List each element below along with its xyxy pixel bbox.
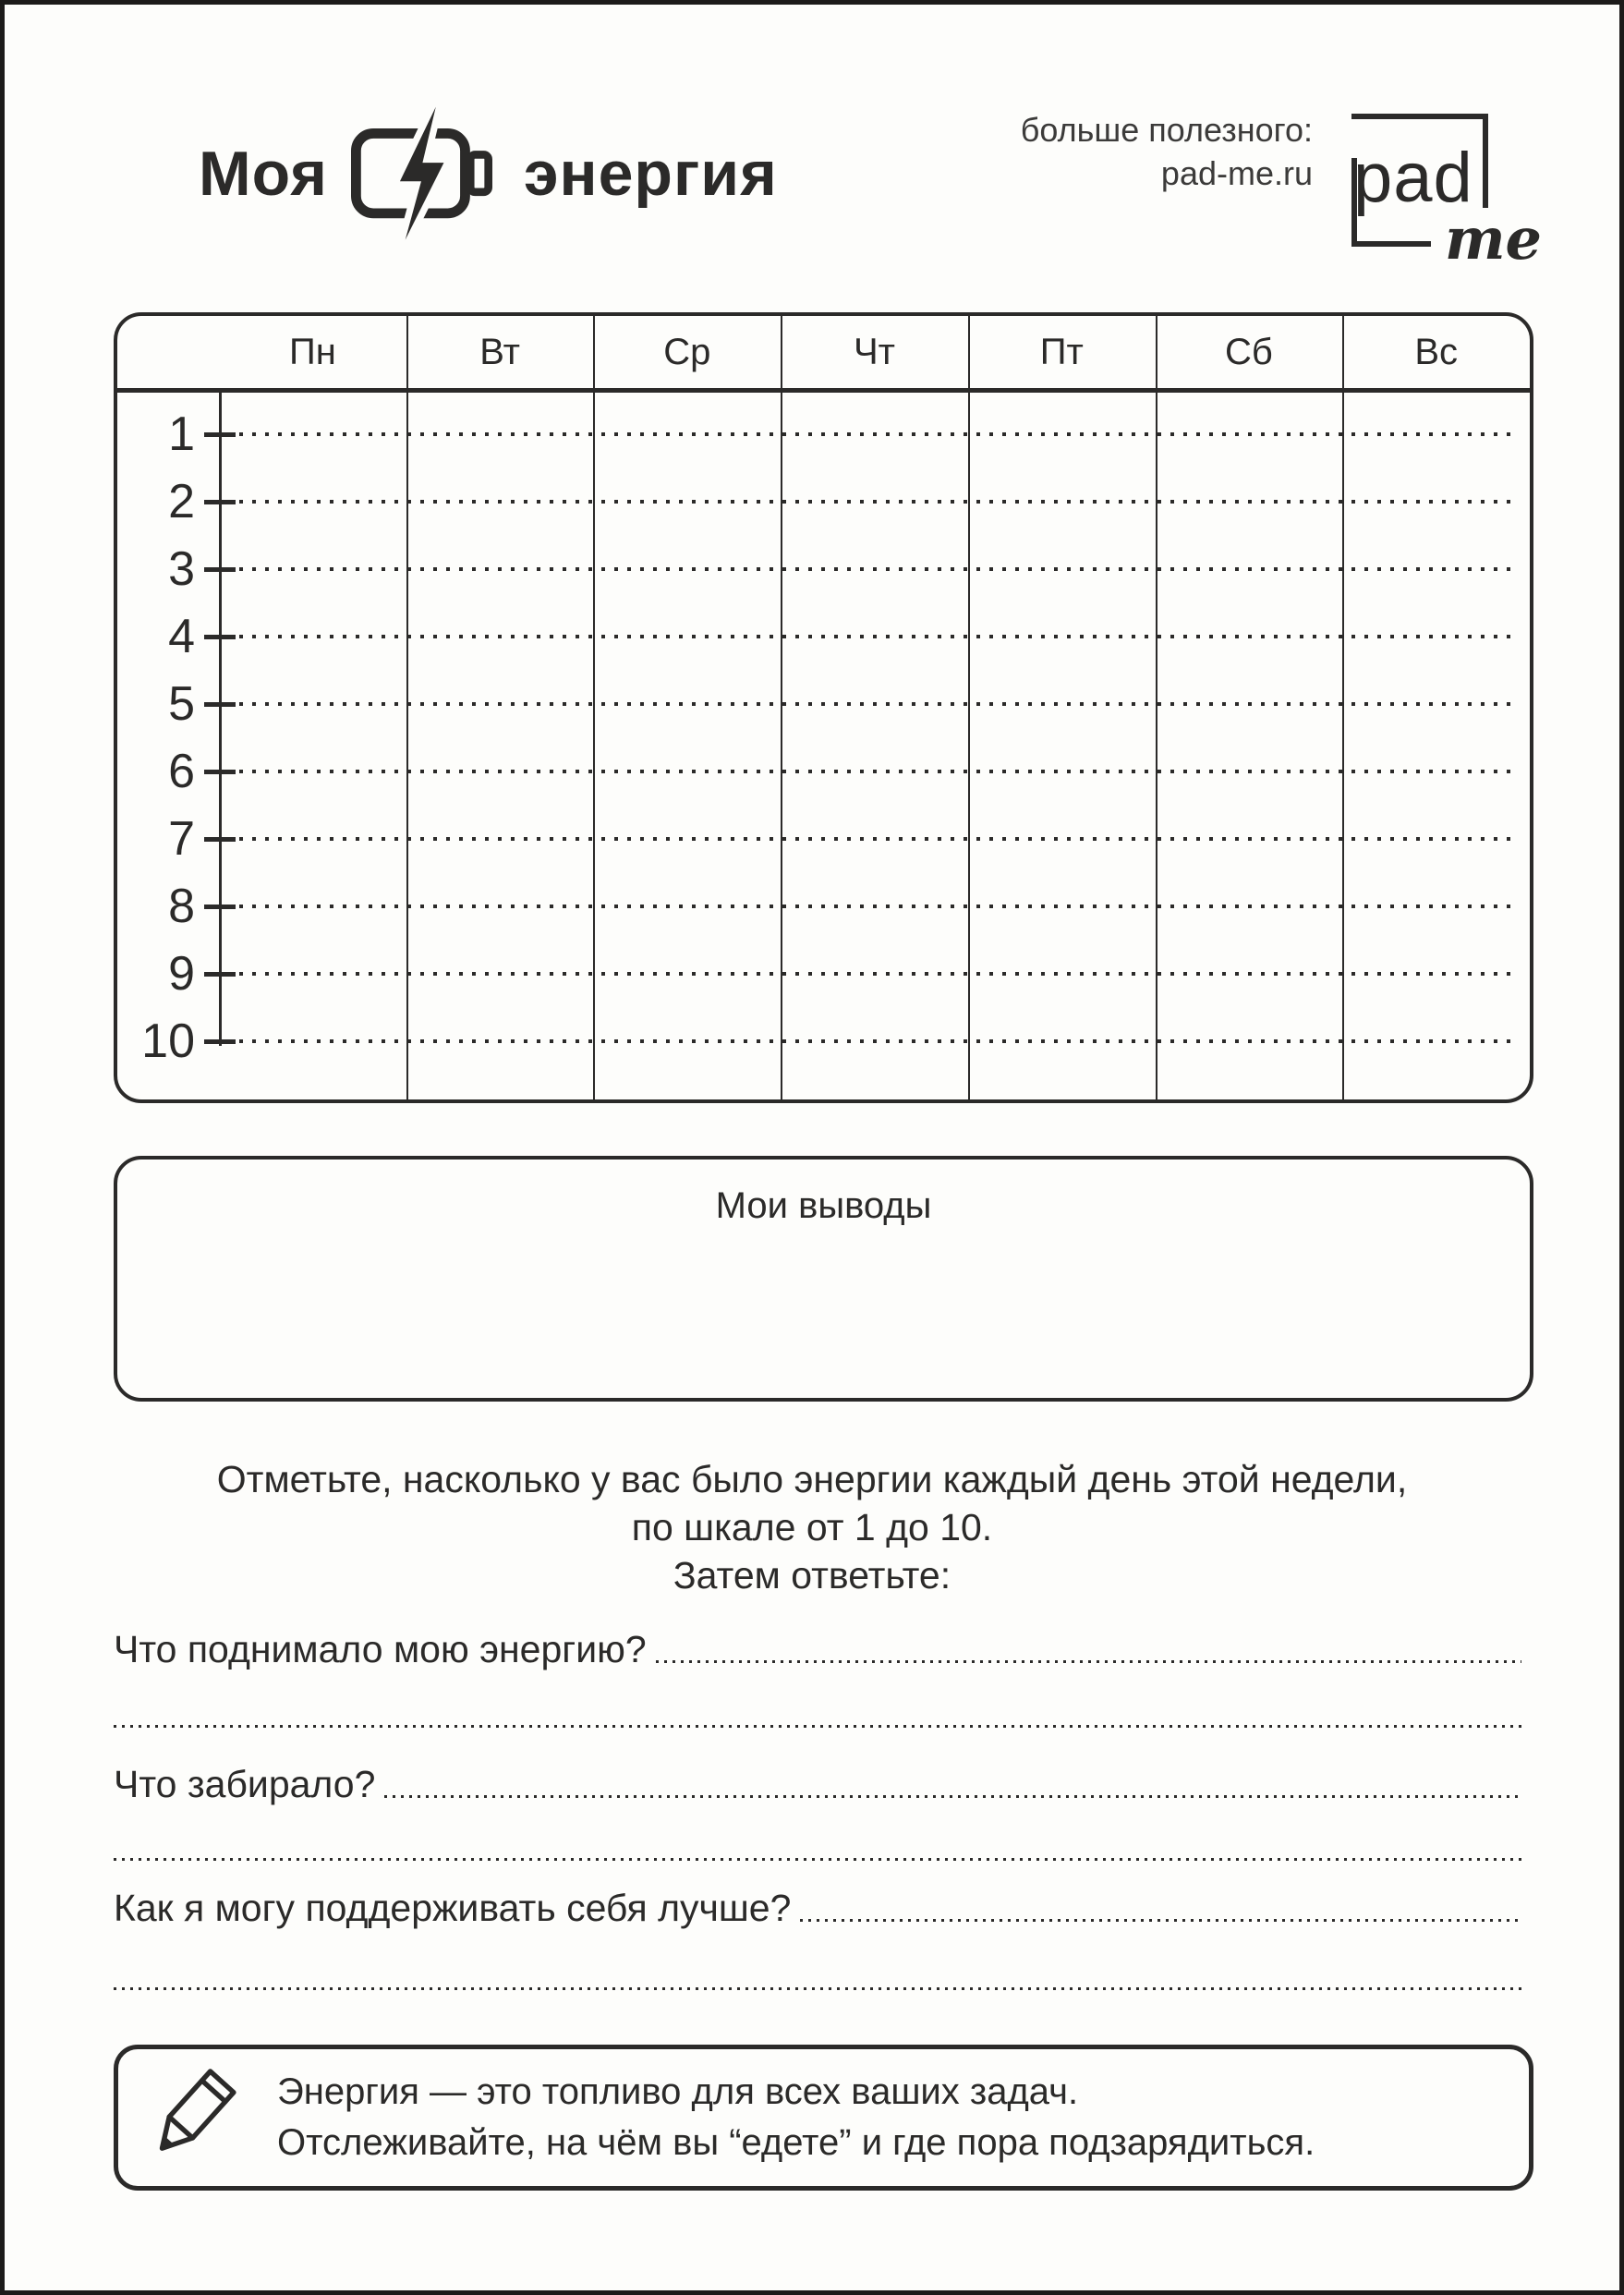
- dotted-row: [239, 770, 1519, 773]
- day-header-row: [219, 316, 1530, 388]
- logo-word-pad: pad: [1353, 139, 1473, 217]
- answer-line: [114, 1858, 1521, 1861]
- dotted-row: [239, 567, 1519, 571]
- pencil-icon: [142, 2059, 238, 2177]
- tip-box: [114, 2045, 1533, 2191]
- answer-line: [114, 1987, 1521, 1990]
- scale-tick: [204, 837, 236, 842]
- question-label: Что забирало?: [114, 1763, 376, 1805]
- question-row: [114, 1886, 1521, 1930]
- promo-text: [1021, 108, 1313, 195]
- dotted-row: [239, 635, 1519, 638]
- scale-tick: [204, 635, 236, 639]
- page-title: [199, 92, 778, 254]
- scale-number: 7: [168, 812, 195, 866]
- scale-number: 10: [141, 1014, 195, 1068]
- tip-line2: Отслеживайте, на чём вы “едете” и где пора подзарядиться.: [277, 2122, 1315, 2163]
- dotted-row: [239, 432, 1519, 436]
- scale-tick: [204, 432, 236, 437]
- scale-number: 3: [168, 542, 195, 596]
- instructions-line1: Отметьте, насколько у вас было энергии каждый день этой недели,: [216, 1458, 1408, 1500]
- question-label: Как я могу поддерживать себя лучше?: [114, 1887, 792, 1929]
- logo-frame-top: [1351, 114, 1488, 119]
- question-row: [114, 1762, 1521, 1806]
- day-header-mon: Пн: [288, 331, 336, 372]
- question-row: [114, 1627, 1521, 1671]
- answer-line: [114, 1725, 1521, 1728]
- instructions-text: [5, 1455, 1619, 1599]
- scale-axis: [219, 390, 222, 1046]
- answer-dots: [384, 1795, 1521, 1798]
- scale-tick: [204, 770, 236, 774]
- scale-number: 1: [168, 407, 195, 461]
- dotted-row: [239, 905, 1519, 908]
- dotted-row: [239, 837, 1519, 841]
- logo-frame-right: [1483, 114, 1488, 208]
- dotted-row: [239, 702, 1519, 706]
- logo-frame-bottom: [1351, 241, 1431, 247]
- header-divider: [117, 388, 1530, 393]
- day-header-sun: Вс: [1414, 331, 1459, 372]
- tip-line1: Энергия — это топливо для всех ваших задач.: [277, 2071, 1079, 2112]
- dotted-row: [239, 500, 1519, 504]
- question-label: Что поднимало мою энергию?: [114, 1628, 647, 1670]
- logo-word-me: me: [1444, 205, 1542, 273]
- scale-number: 6: [168, 745, 195, 798]
- answer-dots: [656, 1660, 1521, 1663]
- energy-tracker-table: [114, 312, 1533, 1103]
- padme-logo: [1351, 114, 1542, 273]
- instructions-line3: Затем ответьте:: [673, 1554, 951, 1597]
- title-word-right: энергия: [523, 138, 778, 209]
- scale-tick: [204, 905, 236, 909]
- conclusions-box: [114, 1156, 1533, 1402]
- instructions-line2: по шкале от 1 до 10.: [631, 1506, 993, 1548]
- scale-tick: [204, 567, 236, 572]
- day-header-sat: Сб: [1225, 331, 1273, 372]
- battery-bolt-icon: [343, 95, 509, 252]
- scale-number: 8: [168, 880, 195, 933]
- scale-number: 9: [168, 947, 195, 1001]
- title-word-left: Моя: [199, 138, 328, 209]
- scale-tick: [204, 972, 236, 977]
- scale-number: 4: [168, 610, 195, 663]
- dotted-row: [239, 972, 1519, 976]
- scale-number: 5: [168, 677, 195, 731]
- conclusions-title: Мои выводы: [715, 1185, 932, 1226]
- promo-url: pad-me.ru: [1160, 154, 1313, 192]
- tip-text: [277, 2067, 1315, 2168]
- promo-line1: больше полезного:: [1020, 111, 1313, 149]
- day-header-tue: Вт: [479, 331, 520, 372]
- scale-tick: [204, 500, 236, 504]
- day-header-thu: Чт: [854, 331, 895, 372]
- answer-dots: [800, 1919, 1521, 1922]
- scale-number: 2: [168, 475, 195, 528]
- dotted-row: [239, 1039, 1519, 1043]
- scale-tick: [204, 1039, 236, 1044]
- day-header-wed: Ср: [663, 331, 711, 372]
- day-header-fri: Пт: [1039, 331, 1084, 372]
- scale-tick: [204, 702, 236, 707]
